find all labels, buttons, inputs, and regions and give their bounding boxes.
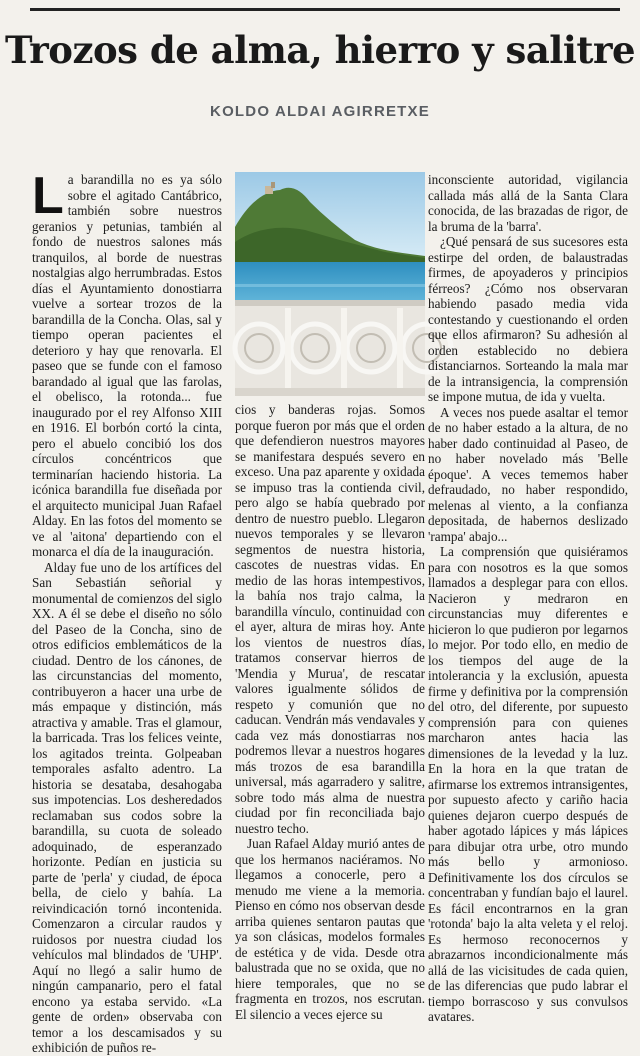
column-2 — [235, 172, 425, 1022]
paragraph: Juan Rafael Alday murió antes de que los hermanos naciéramos. No llegamos a conocerle, pero a menudo me viene a la memoria. Pienso en cómo nos observan desde arriba quienes sentaron pautas que ya son clásicas, modelos formales de estética y de vida. Desde otra balustrada que no se oxida, que no hiere temporales, que no se fragmenta en trozos, nos escrutan. El silencio a veces ejerce su — [235, 836, 425, 1022]
paragraph-text: a barandilla no es ya sólo sobre el agitado Cantábrico, también sobre nuestros geranios y petunias, también al fondo de nuestros salones más tranquilos, al borde de nuestras nostalgias algo herrumbradas. Estos días el Ayuntamiento donostiarra vuelve a sortear trozos de la barandilla de la Concha. Olas, sal y tiempo operan pacientes el deterioro y hay que renovarla. El paseo que se funde con el famoso barandado al igual que las farolas, el obelisco, la rotonda... fue inaugurado por el rey Alfonso XIII en 1916. El borbón cortó la cinta, pero el abuelo concibió los dos círculos concéntricos que terminarían haciendo historia. La icónica barandilla fue diseñada por el arquitecto municipal Juan Rafael Alday. En las fotos del momento se ve al 'aitona' departiendo con el monarca el día de la inauguración. — [32, 172, 222, 559]
paragraph — [32, 167, 222, 560]
article-title: Trozos de alma, hierro y salitre — [4, 28, 636, 72]
paragraph: A veces nos puede asaltar el temor de no haber estado a la altura, de no haber dado continuidad al Paseo, de no haber novelado más 'Belle époque'. A veces tememos haber defraudado, no haber respondido, melenas al viento, a la confianza depositada, de habernos deslizado 'rampa' abajo... — [428, 404, 628, 544]
article-author: KOLDO ALDAI AGIRRETXE — [210, 103, 430, 120]
paragraph: cios y banderas rojas. Somos porque fueron por más que el orden que defendieron nuestros mayores se manifestara después severo en exceso. Una paz aparente y oxidada se impuso tras la contienda civil, pero algo se había quebrado por dentro de nuestro pueblo. Llegaron nuevos temporales y se llevaron segmentos de nuestra historia, cascotes de nuestras vidas. En medio de las horas intempestivos, la bahía nos trajo calma, la barandilla vínculo, continuidad con el ayer, altura de miras hoy. Ante los vientos de nuestros días, tratamos conservar hierros de 'Mendia y Murua', de rescatar valores igualmente sólidos de respeto y comunión que no caducan. Vendrán más vendavales y cada vez más donostiarras nos podremos llevar a nuestros hogares más trozos de esa barandilla universal, más agarradero y salitre, sobre todo más alma de nuestra ciudad por fin reconciliada bajo nuestro techo. — [235, 402, 425, 836]
photo-concha-bay-railing — [235, 172, 425, 396]
column-3 — [428, 172, 628, 1024]
article-body — [32, 167, 630, 1055]
paragraph: La comprensión que quisiéramos para con nosotros es la que somos llamados a desplegar para con ellos. Nacieron y medraron en circunstancias muy diferentes e hicieron lo que pudieron por legarnos lo mejor. Por todo ello, en medio de los tiempos del auge de la intolerancia y la exclusión, apuesta firme y definitiva por la comprensión del otro, del diferente, por supuesto comprensión para con quienes marcharon antes hacia las dimensiones de la levedad y la luz. En la hora en la que tratan de afirmarse los extremos intransigentes, por supuesto afecto y cariño hacia quienes dejaron cuerpo después de haber agotado lápices y más lápices para dibujar otra urbe, otro mundo más bello y armonioso. Definitivamente los dos círculos se concentraban y fundían bajo el laurel. Es fácil encontrarnos en la gran 'rotonda' bajo la alta veleta y el reloj. Es hermoso reconocernos y abrazarnos incondicionalmente más allá de las vicisitudes de cada quien, de las diferencias que pudo labrar el tiempo borrascoso y sus convulsos avatares. — [428, 544, 628, 1024]
paragraph: ¿Qué pensará de sus sucesores esta estirpe del orden, de balaustradas firmes, de apoyaderos y principios férreos? ¿Cómo nos observaran habiendo pasado media vida contestando y cuestionando el orden que ellos afirmaron? Su adhesión al orden establecido no debiera distanciarnos. Sorteando la mala mar de la intransigencia, la comprensión se impone mutua, de ida y vuelta. — [428, 234, 628, 404]
top-rule — [30, 8, 620, 11]
paragraph: Alday fue uno de los artífices del San Sebastián señorial y monumental de comienzos del siglo XX. A él se debe el diseño no sólo del Paseo de la Concha, sino de otros edificios emblemáticos de la ciudad. Dentro de los cánones, de las circunstancias del momento, contribuyeron a hacer una urbe de más empaque y distinción, más atractiva y amable. Tras el glamour, la barricada. Tras los felices veinte, los agitados treinta. Golpeaban temporales asfalto adentro. La historia se desataba, desahogaba sus impotencias. Los desheredados reclamaban sus codos sobre la barandilla, su cuota de soleado adoquinado, de esperanzado horizonte. Pedían en justicia su parte de 'perla' y ciudad, de época bella, de cielo y bahía. La reivindicación tornó incontenida. Comenzaron a circular raudos y ruidosos por nuestra ciudad los vehículos mal blindados de 'UHP'. Aquí no llegó a salir humo de ningún campanario, pero el fatal encono ya estaba servido. «La gente de orden» observaba con temor a los descamisados y su exhibición de puños re- — [32, 559, 222, 1055]
paragraph: inconsciente autoridad, vigilancia callada más allá de la Santa Clara conocida, de las brazadas de rigor, de la bruma de la 'barra'. — [428, 172, 628, 234]
column-1 — [32, 167, 222, 1055]
drop-cap: L — [32, 167, 64, 225]
